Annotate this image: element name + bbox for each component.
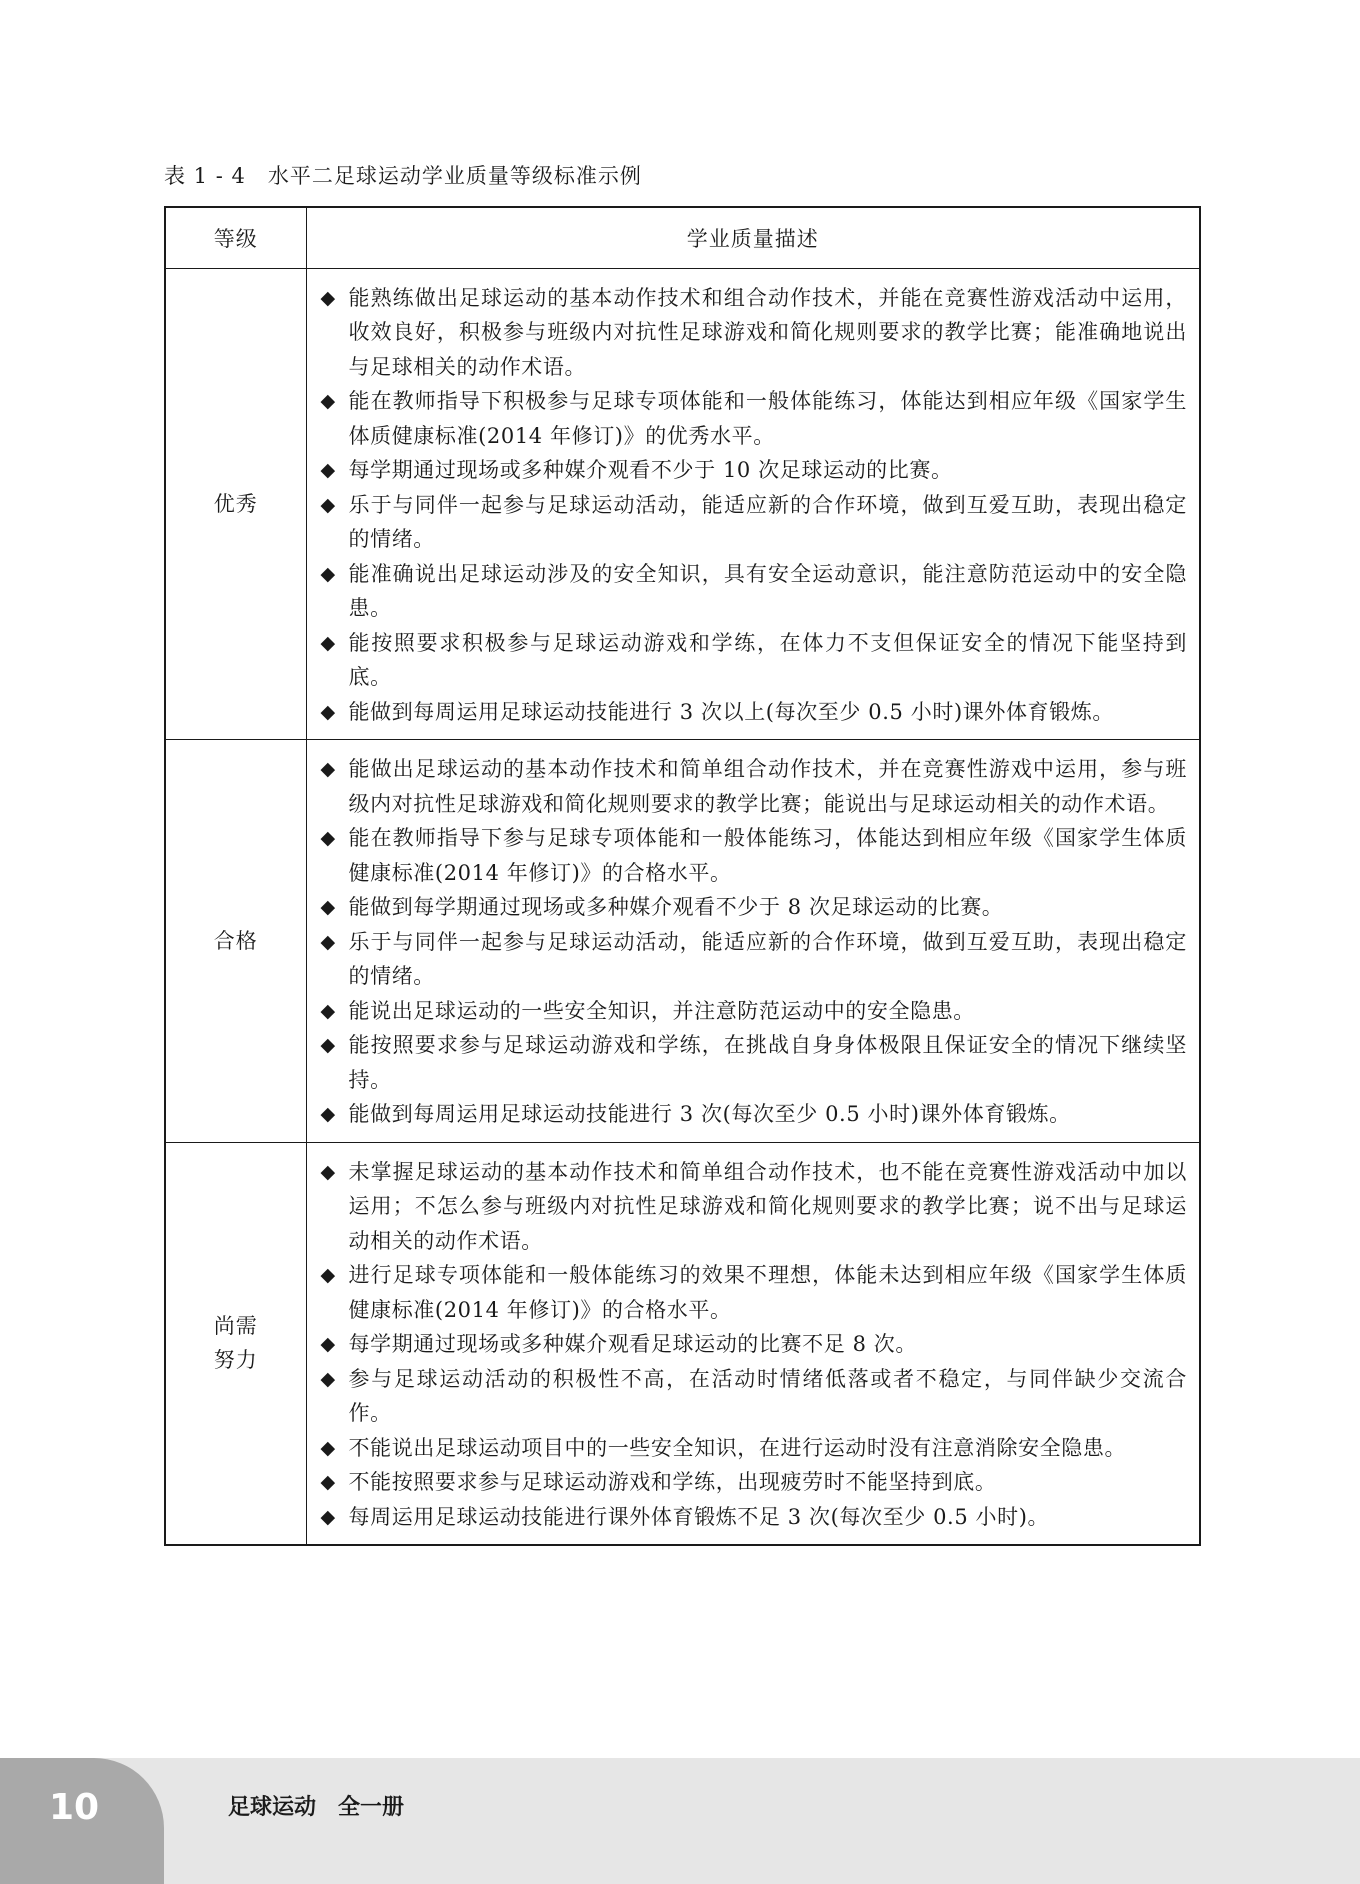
criteria-list xyxy=(317,281,1188,730)
header-description: 学业质量描述 xyxy=(306,207,1200,268)
diamond-bullet-icon: ◆ xyxy=(320,1333,336,1355)
diamond-bullet-icon: ◆ xyxy=(320,493,336,516)
book-title: 足球运动 全一册 xyxy=(228,1795,405,1820)
level-needs-effort-line1: 尚需 xyxy=(213,1314,258,1339)
criteria-item: ◆ 每周运用足球运动技能进行课外体育锻炼不足 3 次(每次至少 0.5 小时)。 xyxy=(317,1500,1188,1535)
table-header-row xyxy=(165,207,1200,268)
criteria-item: ◆ 乐于与同伴一起参与足球运动活动，能适应新的合作环境，做到互爱互助，表现出稳定的情绪。 xyxy=(317,925,1188,994)
description-excellent xyxy=(306,268,1200,740)
level-excellent: 优秀 xyxy=(165,268,306,740)
description-pass xyxy=(306,740,1200,1143)
criteria-item: ◆ 不能按照要求参与足球运动游戏和学练，出现疲劳时不能坚持到底。 xyxy=(317,1465,1188,1500)
header-level: 等级 xyxy=(165,207,306,268)
diamond-bullet-icon: ◆ xyxy=(320,999,336,1022)
diamond-bullet-icon: ◆ xyxy=(320,1160,336,1183)
table-row-excellent xyxy=(165,268,1200,740)
criteria-list xyxy=(317,752,1188,1132)
criteria-item: ◆ 能做到每学期通过现场或多种媒介观看不少于 8 次足球运动的比赛。 xyxy=(317,890,1188,925)
diamond-bullet-icon: ◆ xyxy=(320,1505,336,1528)
criteria-item: ◆ 参与足球运动活动的积极性不高，在活动时情绪低落或者不稳定，与同伴缺少交流合作。 xyxy=(317,1362,1188,1431)
diamond-bullet-icon: ◆ xyxy=(320,827,336,849)
description-needs-effort xyxy=(306,1142,1200,1545)
criteria-item: ◆ 能做出足球运动的基本动作技术和简单组合动作技术，并在竞赛性游戏中运用，参与班级内对抗性足球游戏和简化规则要求的教学比赛；能说出与足球运动相关的动作术语。 xyxy=(317,752,1188,821)
diamond-bullet-icon: ◆ xyxy=(320,930,336,953)
table-row-needs-effort xyxy=(165,1142,1200,1545)
criteria-item: ◆ 能按照要求参与足球运动游戏和学练，在挑战自身身体极限且保证安全的情况下继续坚持。 xyxy=(317,1028,1188,1097)
criteria-item: ◆ 能说出足球运动的一些安全知识，并注意防范运动中的安全隐患。 xyxy=(317,994,1188,1029)
diamond-bullet-icon: ◆ xyxy=(320,1367,336,1390)
level-needs-effort xyxy=(165,1142,306,1545)
footer-band xyxy=(0,1758,1360,1884)
criteria-item: ◆ 进行足球专项体能和一般体能练习的效果不理想，体能未达到相应年级《国家学生体质健康标准(2014 年修订)》的合格水平。 xyxy=(317,1258,1188,1327)
quality-standard-table xyxy=(164,206,1201,1546)
criteria-item: ◆ 每学期通过现场或多种媒介观看足球运动的比赛不足 8 次。 xyxy=(317,1327,1188,1362)
criteria-item: ◆ 能做到每周运用足球运动技能进行 3 次以上(每次至少 0.5 小时)课外体育锻炼。 xyxy=(317,695,1188,730)
diamond-bullet-icon: ◆ xyxy=(320,562,336,585)
level-needs-effort-line2: 努力 xyxy=(213,1348,258,1373)
diamond-bullet-icon: ◆ xyxy=(320,631,336,654)
criteria-item: ◆ 能按照要求积极参与足球运动游戏和学练，在体力不支但保证安全的情况下能坚持到底。 xyxy=(317,626,1188,695)
table-row-pass xyxy=(165,740,1200,1143)
criteria-list xyxy=(317,1155,1188,1535)
level-pass: 合格 xyxy=(165,740,306,1143)
criteria-item: ◆ 能准确说出足球运动涉及的安全知识，具有安全运动意识，能注意防范运动中的安全隐患。 xyxy=(317,557,1188,626)
diamond-bullet-icon: ◆ xyxy=(320,459,336,481)
diamond-bullet-icon: ◆ xyxy=(320,700,336,723)
diamond-bullet-icon: ◆ xyxy=(320,1264,336,1286)
diamond-bullet-icon: ◆ xyxy=(320,758,336,780)
diamond-bullet-icon: ◆ xyxy=(320,1103,336,1125)
page-number: 10 xyxy=(48,1787,100,1828)
diamond-bullet-icon: ◆ xyxy=(320,286,336,309)
criteria-item: ◆ 能熟练做出足球运动的基本动作技术和组合动作技术，并能在竞赛性游戏活动中运用，收效良好，积极参与班级内对抗性足球游戏和简化规则要求的教学比赛；能准确地说出与足球相关的动作术语。 xyxy=(317,281,1188,385)
criteria-item: ◆ 能在教师指导下参与足球专项体能和一般体能练习，体能达到相应年级《国家学生体质健康标准(2014 年修订)》的合格水平。 xyxy=(317,821,1188,890)
criteria-item: ◆ 每学期通过现场或多种媒介观看不少于 10 次足球运动的比赛。 xyxy=(317,453,1188,488)
criteria-item: ◆ 能做到每周运用足球运动技能进行 3 次(每次至少 0.5 小时)课外体育锻炼。 xyxy=(317,1097,1188,1132)
diamond-bullet-icon: ◆ xyxy=(320,1034,336,1056)
criteria-item: ◆ 能在教师指导下积极参与足球专项体能和一般体能练习，体能达到相应年级《国家学生体质健康标准(2014 年修订)》的优秀水平。 xyxy=(317,384,1188,453)
diamond-bullet-icon: ◆ xyxy=(320,1436,336,1459)
criteria-item: ◆ 未掌握足球运动的基本动作技术和简单组合动作技术，也不能在竞赛性游戏活动中加以运用；不怎么参与班级内对抗性足球游戏和简化规则要求的教学比赛；说不出与足球运动相关的动作术语。 xyxy=(317,1155,1188,1259)
diamond-bullet-icon: ◆ xyxy=(320,390,336,412)
diamond-bullet-icon: ◆ xyxy=(320,896,336,918)
diamond-bullet-icon: ◆ xyxy=(320,1471,336,1493)
table-caption: 表 1 - 4 水平二足球运动学业质量等级标准示例 xyxy=(164,164,642,188)
criteria-item: ◆ 乐于与同伴一起参与足球运动活动，能适应新的合作环境，做到互爱互助，表现出稳定的情绪。 xyxy=(317,488,1188,557)
criteria-item: ◆ 不能说出足球运动项目中的一些安全知识，在进行运动时没有注意消除安全隐患。 xyxy=(317,1431,1188,1466)
